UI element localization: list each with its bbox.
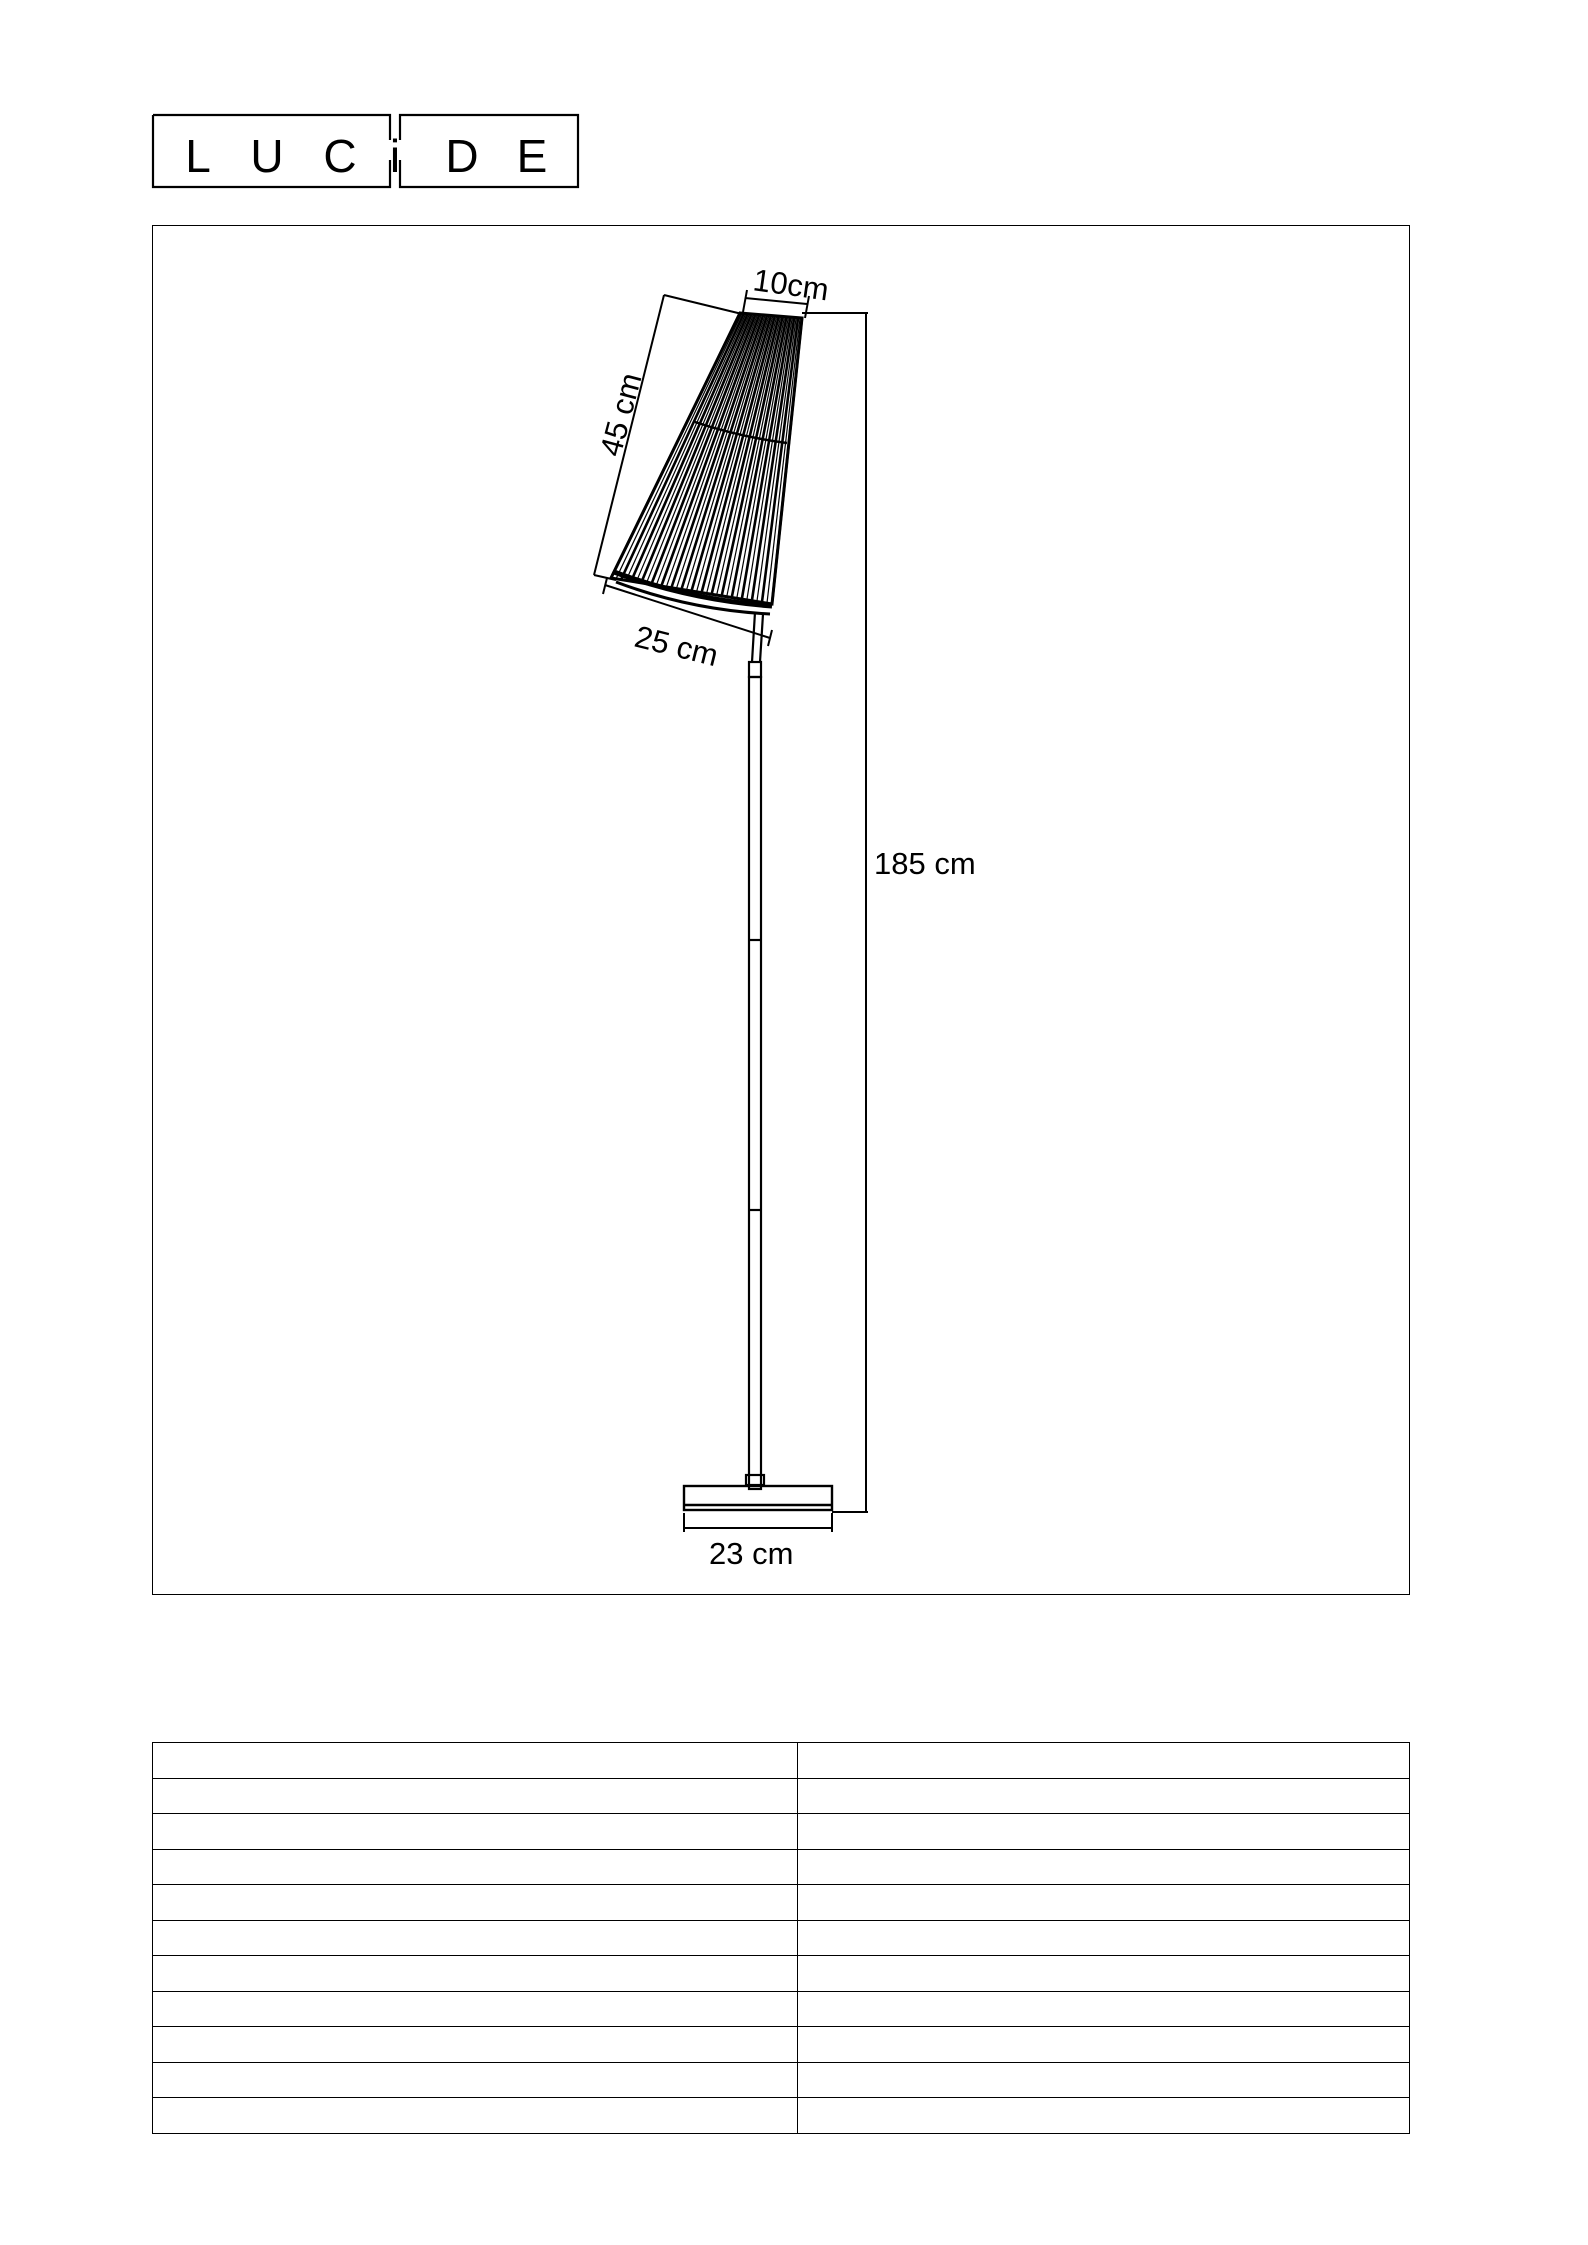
table-cell (153, 1743, 798, 1779)
table-cell (798, 1920, 1410, 1956)
logo-letter: D (445, 130, 479, 182)
table-cell (153, 1920, 798, 1956)
table-cell (153, 2062, 798, 2098)
table-cell (153, 1814, 798, 1850)
table-cell (153, 1849, 798, 1885)
spec-table-body (153, 1743, 1410, 2134)
table-cell (798, 2062, 1410, 2098)
table-cell (798, 2098, 1410, 2134)
logo-letter: U (250, 130, 284, 182)
lucide-logo (0, 0, 600, 200)
table-row (153, 1814, 1410, 1850)
brand-logo (0, 0, 600, 200)
table-cell (153, 1885, 798, 1921)
table-row (153, 1920, 1410, 1956)
table-cell (798, 1956, 1410, 1992)
table-row (153, 1743, 1410, 1779)
table-cell (153, 1991, 798, 2027)
table-row (153, 1778, 1410, 1814)
table-cell (798, 2027, 1410, 2063)
table-row (153, 1849, 1410, 1885)
table-row (153, 1991, 1410, 2027)
table-cell (798, 1849, 1410, 1885)
table-cell (798, 1778, 1410, 1814)
logo-letter: E (516, 130, 548, 182)
table-cell (153, 2027, 798, 2063)
total-height-label: 185 cm (874, 846, 976, 881)
table-row (153, 1956, 1410, 1992)
logo-letter: C (323, 130, 357, 182)
spec-table (152, 1742, 1410, 2134)
table-cell (798, 1885, 1410, 1921)
table-row (153, 2098, 1410, 2134)
table-cell (798, 1743, 1410, 1779)
table-cell (153, 1778, 798, 1814)
drawing-frame (152, 225, 1410, 1595)
base-width-label: 23 cm (709, 1536, 794, 1571)
table-cell (798, 1991, 1410, 2027)
table-row (153, 2027, 1410, 2063)
table-cell (153, 1956, 798, 1992)
table-cell (153, 2098, 798, 2134)
table-row (153, 1885, 1410, 1921)
shade-top-width-label: 10cm (751, 262, 831, 308)
logo-letter: L (185, 130, 211, 182)
table-row (153, 2062, 1410, 2098)
shade-length-label: 45 cm (592, 369, 649, 460)
logo-letter: i (389, 130, 401, 182)
shade-bottom-width-label: 25 cm (631, 618, 722, 674)
table-cell (798, 1814, 1410, 1850)
